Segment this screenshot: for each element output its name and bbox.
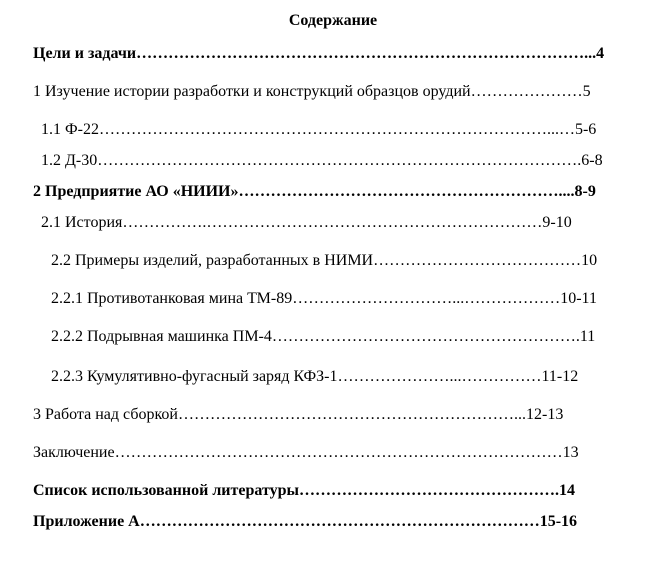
toc-entry-section-2: 2 Предприятие АО «НИИИ»……………………………………………………....8-9 <box>33 183 596 200</box>
toc-entry-section-1-1: 1.1 Ф-22…………………………………………………………………………...…5-6 <box>41 121 597 138</box>
toc-entry-section-2-2-1: 2.2.1 Противотанковая мина ТМ-89…………………………...………………10-11 <box>51 290 597 307</box>
toc-entry-references: Список использованной литературы………………………………………….14 <box>33 482 575 499</box>
toc-entry-section-2-2-2: 2.2.2 Подрывная машинка ПМ-4………………………………………………….11 <box>51 328 596 345</box>
toc-entry-section-2-1: 2.1 История…………….………………………………………………………9-10 <box>41 214 572 231</box>
toc-entry-section-2-2: 2.2 Примеры изделий, разработанных в НИМИ…………………………………10 <box>51 252 598 269</box>
toc-entry-section-2-2-3: 2.2.3 Кумулятивно-фугасный заряд КФЗ-1…………………...……………11-12 <box>51 368 579 385</box>
toc-entry-goals: Цели и задачи…………………………………………………………………………...4 <box>33 45 605 62</box>
toc-entry-appendix-a: Приложение А…………………………………………………………………15-16 <box>33 513 578 530</box>
toc-title: Содержание <box>288 12 378 29</box>
toc-entry-conclusion: Заключение…………………………………………………………………………13 <box>33 444 579 461</box>
toc-entry-section-1-2: 1.2 Д-30……………………………………………………………………………….6-8 <box>41 152 603 169</box>
toc-entry-section-1: 1 Изучение истории разработки и конструкций образцов орудий…………………5 <box>33 83 591 100</box>
toc-entry-section-3: 3 Работа над сборкой………………………………………………………...12-13 <box>33 406 564 423</box>
